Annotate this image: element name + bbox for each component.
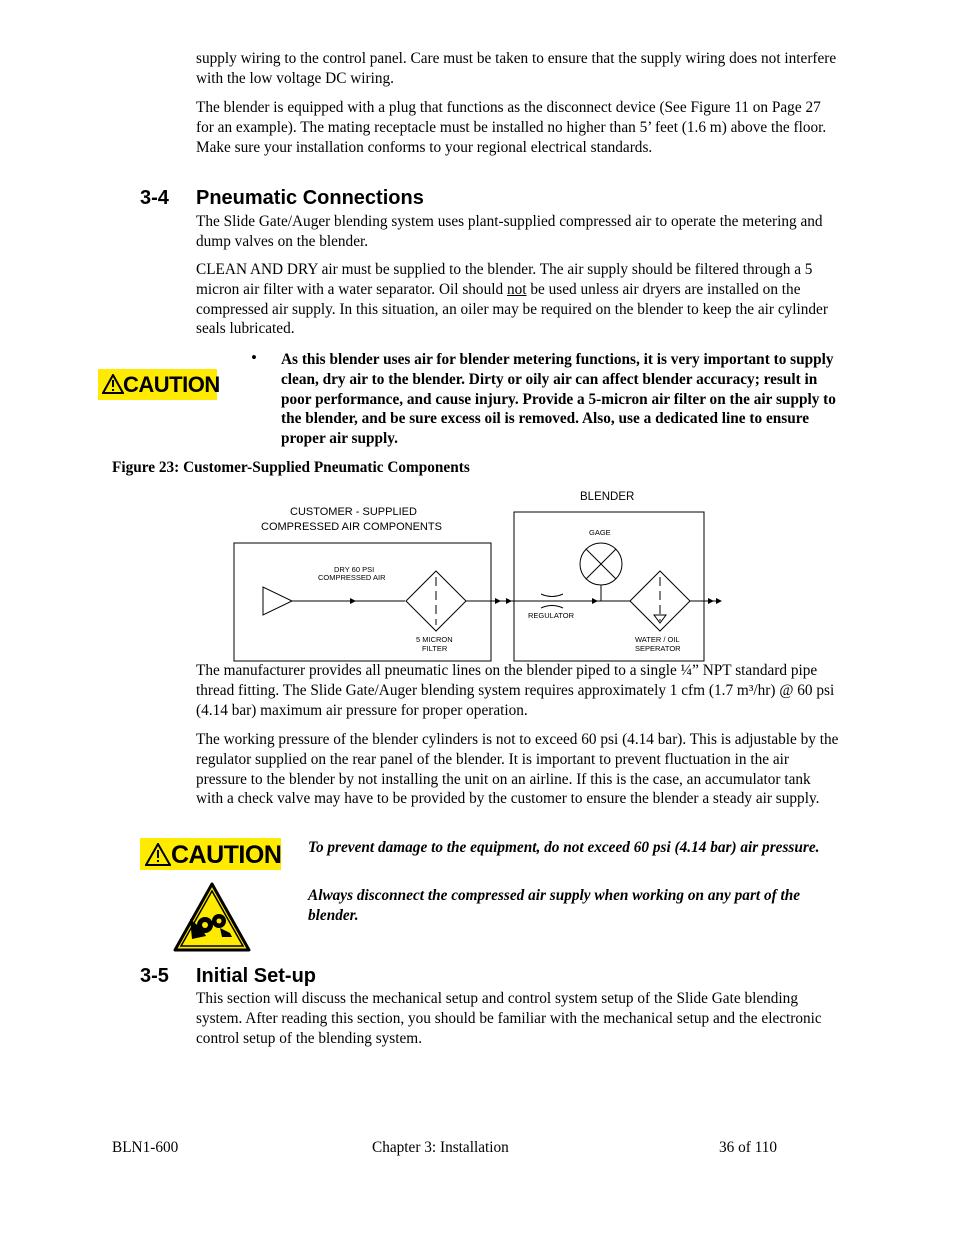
flow-arrow xyxy=(495,598,501,604)
warning-text-1: To prevent damage to the equipment, do not exceed 60 psi (4.14 bar) air pressure. xyxy=(308,839,820,856)
flow-arrow xyxy=(708,598,714,604)
paragraph-text: be used unless air dryers are installed on the compressed air supply. In this situation, an oiler may be required on the blender to keep the air cylinder seals lubricated. xyxy=(196,280,828,338)
fitting-paragraph: The manufacturer provides all pneumatic lines on the blender piped to a single ¼” NPT standard pipe thread fitting. The Slide Gate/Auger blending system requires approximately 1 cfm (1.7 m³/hr) @ 60 psi (4.14 bar) maximum air pressure for proper operation. xyxy=(196,662,835,719)
working-pressure-paragraph: The working pressure of the blender cylinders is not to exceed 60 psi (4.14 bar). This is adjustable by the regulator supplied on the rear panel of the blender. It is important to prevent fluctuation in the air pressure to the blender by not installing the unit on an airline. If this is the case, an accumulator tank with a check valve may have to be provided by the customer to ensure the blender a steady air supply. xyxy=(196,731,839,808)
caution-text: CAUTION xyxy=(171,841,282,869)
customer-label-line1: CUSTOMER - SUPPLIED xyxy=(290,506,417,518)
flow-arrow xyxy=(506,598,512,604)
section-heading-3-5 xyxy=(140,965,640,991)
section-heading-3-4 xyxy=(140,187,640,213)
air-source-symbol xyxy=(263,587,292,615)
warning-triangle-icon xyxy=(145,843,171,866)
paragraph-text: CLEAN AND DRY air must be supplied to the blender. The air supply should be filtered through a 5 micron air filter with a water separator. Oil should xyxy=(196,261,813,298)
separator-label-line2: SEPERATOR xyxy=(635,644,681,653)
pneumatic-paragraph-1: The Slide Gate/Auger blending system uses plant-supplied compressed air to operate the metering and dump valves on the blender. xyxy=(196,213,823,250)
separator-label-line1: WATER / OIL xyxy=(635,635,680,644)
footer-doc-id: BLN1-600 xyxy=(112,1139,179,1156)
flow-arrow xyxy=(350,598,356,604)
warning-triangle-icon xyxy=(102,374,124,394)
caution-text: CAUTION xyxy=(123,372,220,397)
underlined-word: not xyxy=(506,280,527,298)
filter-label-line2: FILTER xyxy=(422,644,448,653)
intro-paragraph-1: supply wiring to the control panel. Care must be taken to ensure that the supply wiring does not interfere with the low voltage DC wiring. xyxy=(196,50,837,87)
pneumatic-paragraph-2 xyxy=(196,260,841,339)
section-number: 3-4 xyxy=(140,187,169,209)
regulator-label: REGULATOR xyxy=(528,611,574,620)
flow-arrow xyxy=(592,598,598,604)
customer-label-line2: COMPRESSED AIR COMPONENTS xyxy=(261,521,442,533)
dry-label-line2: COMPRESSED AIR xyxy=(318,573,386,582)
dry-label-line1: DRY 60 PSI xyxy=(334,565,375,574)
caution-label xyxy=(140,838,281,870)
caution-label xyxy=(98,369,220,400)
intro-paragraph-2: The blender is equipped with a plug that functions as the disconnect device (See Figure 11 on Page 27 for an example). The mating receptacle must be installed no higher than 5’ feet (1.6 m) above the floor. Make sure your installation conforms to your regional electrical standards. xyxy=(196,99,827,156)
section-title: Pneumatic Connections xyxy=(196,187,424,209)
footer-chapter: Chapter 3: Installation xyxy=(372,1139,509,1156)
section-title: Initial Set-up xyxy=(196,965,316,987)
warning-text-2: Always disconnect the compressed air supply when working on any part of the blender. xyxy=(308,887,801,924)
caution-bullet-text: As this blender uses air for blender metering functions, it is very important to supply clean, dry air to the blender. Dirty or oily air can affect blender accuracy; result in poor performance, and cause injury. Provide a 5-micron air filter on the air supply to the blender, and be sure excess oil is removed. Also, use a dedicated line to ensure proper air supply. xyxy=(281,351,836,448)
footer-page-number: 36 of 110 xyxy=(719,1139,778,1156)
filter-label-line1: 5 MICRON xyxy=(416,635,453,644)
blender-label: BLENDER xyxy=(580,491,635,503)
entanglement-hazard-icon xyxy=(172,881,252,953)
pneumatic-diagram xyxy=(230,485,730,665)
gage-label: GAGE xyxy=(589,528,611,537)
setup-paragraph: This section will discuss the mechanical setup and control system setup of the Slide Gate blending system. After reading this section, you should be familiar with the mechanical setup and the electronic control setup of the blending system. xyxy=(196,990,822,1047)
figure-caption: Figure 23: Customer-Supplied Pneumatic Components xyxy=(112,459,470,476)
section-number: 3-5 xyxy=(140,965,169,987)
bullet-marker: • xyxy=(251,348,257,367)
flow-arrow xyxy=(716,598,722,604)
